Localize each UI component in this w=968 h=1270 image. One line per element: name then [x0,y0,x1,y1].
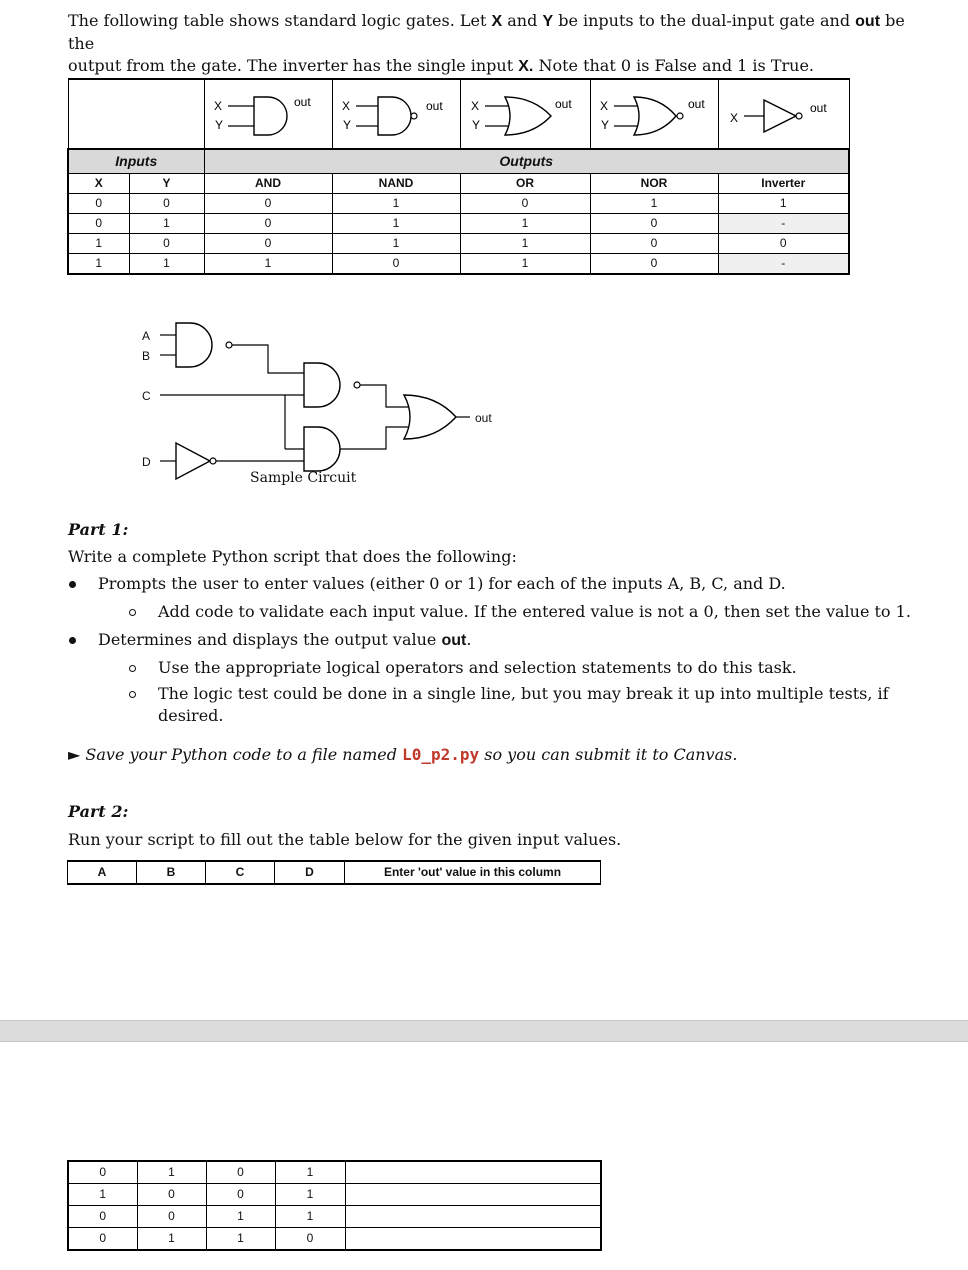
intro-line-1: The following table shows standard logic gates. Let X and Y be inputs to the dual-input gate and out be the [68,11,905,53]
column-header-row [68,174,849,194]
cell: 1 [68,1184,137,1206]
col-and: AND [204,174,332,194]
col-c: C [206,861,275,884]
part2-intro: Run your script to fill out the table below for the given input values. [68,830,622,849]
intro-line-2: output from the gate. The inverter has the single input X. Note that 0 is False and 1 is True. [68,56,814,75]
svg-text:X: X [729,111,738,125]
svg-text:Y: Y [215,118,224,132]
cell: 0 [137,1184,206,1206]
bullet-dot [69,637,76,644]
cell: 0 [590,254,718,275]
nor-gate-symbol [590,79,718,149]
cell: 0 [137,1206,206,1228]
cell: - [718,214,849,234]
table-row [68,234,849,254]
empty-symbol-cell [68,79,204,149]
svg-text:out: out [426,99,443,113]
sub-bullet-circle [129,609,136,616]
bullet-dot [69,581,76,588]
circuit-caption: Sample Circuit [250,470,357,486]
part2-title: Part 2: [68,802,129,821]
cell: 0 [129,194,204,214]
input-b-label: B [142,349,151,363]
inverter-gate-symbol [718,79,849,149]
cell: 0 [718,234,849,254]
table-row [68,194,849,214]
cell: 0 [68,1206,137,1228]
col-x: X [68,174,129,194]
col-nand: NAND [332,174,460,194]
cell: 0 [204,214,332,234]
out-entry-cell[interactable] [345,1161,601,1184]
cell: 1 [137,1161,206,1184]
part1-bullet-1-sub-1: Add code to validate each input value. If the entered value is not a 0, then set the value to 1. [158,602,911,621]
svg-text:Y: Y [343,118,352,132]
page-break [0,1020,968,1042]
part1-bullet-1: Prompts the user to enter values (either 0 or 1) for each of the inputs A, B, C, and D. [98,574,786,593]
outputs-header: Outputs [204,149,849,174]
results-header-table [67,860,601,885]
cell: 0 [206,1184,275,1206]
svg-text:out: out [555,97,572,111]
out-entry-cell[interactable] [345,1206,601,1228]
cell: 1 [137,1228,206,1251]
table-row [68,1184,601,1206]
cell: 1 [590,194,718,214]
cell: 0 [275,1228,345,1251]
cell: 1 [332,234,460,254]
cell: 1 [275,1206,345,1228]
cell: 1 [332,194,460,214]
part1-title: Part 1: [68,520,129,539]
cell: 0 [460,194,590,214]
out-entry-cell[interactable] [345,1228,601,1251]
table-row [68,1161,601,1184]
cell: 1 [460,234,590,254]
cell: 0 [204,194,332,214]
and-gate-symbol [204,79,332,149]
part1-bullet-2: Determines and displays the output value out. [98,630,472,649]
part1-intro: Write a complete Python script that does the following: [68,547,517,566]
group-header-row [68,149,849,174]
col-a: A [68,861,137,884]
svg-text:out: out [809,101,827,115]
part1-bullet-2-sub-1: Use the appropriate logical operators and selection statements to do this task. [158,658,797,677]
cell: 1 [206,1228,275,1251]
cell: 0 [68,194,129,214]
filename: L0_p2.py [402,745,480,764]
cell: 1 [204,254,332,275]
cell: 0 [590,234,718,254]
save-instruction: ► Save your Python code to a file named L0_p2.py so you can submit it to Canvas. [68,745,738,764]
or-gate-symbol [460,79,590,149]
cell: 1 [129,214,204,234]
cell: 1 [68,234,129,254]
logic-gate-table [67,78,850,275]
cell: 1 [460,214,590,234]
table-row [68,1206,601,1228]
nand-gate-symbol [332,79,460,149]
cell: 0 [68,1228,137,1251]
cell: 0 [204,234,332,254]
input-d-label: D [142,455,151,469]
svg-text:X: X [214,99,223,113]
col-out: Enter 'out' value in this column [345,861,601,884]
sub-bullet-circle [129,665,136,672]
cell: 1 [68,254,129,275]
input-a-label: A [142,329,151,343]
svg-text:X: X [342,99,351,113]
cell: 1 [718,194,849,214]
cell: 1 [460,254,590,275]
cell: 1 [332,214,460,234]
svg-text:Y: Y [601,118,610,132]
results-table [67,1160,602,1251]
col-or: OR [460,174,590,194]
part1-bullet-2-sub-2: The logic test could be done in a single line, but you may break it up into multiple tests, if desired. [158,684,889,725]
cell: 0 [129,234,204,254]
output-label: out [475,411,492,425]
sub-bullet-circle [129,691,136,698]
intro-paragraph [68,10,928,78]
col-nor: NOR [590,174,718,194]
svg-text:out: out [294,95,311,109]
input-c-label: C [142,389,151,403]
col-y: Y [129,174,204,194]
svg-text:out: out [688,97,705,111]
svg-text:Y: Y [472,118,481,132]
cell: 0 [68,214,129,234]
table-row [68,1228,601,1251]
cell: 1 [206,1206,275,1228]
arrow-icon: ► [68,745,81,764]
table-row [68,254,849,275]
svg-text:X: X [600,99,609,113]
cell: 1 [129,254,204,275]
col-inverter: Inverter [718,174,849,194]
col-d: D [275,861,345,884]
results-header-row [68,861,601,884]
svg-text:X: X [471,99,480,113]
table-row [68,214,849,234]
out-entry-cell[interactable] [345,1184,601,1206]
col-b: B [137,861,206,884]
cell: 0 [206,1161,275,1184]
cell: 0 [68,1161,137,1184]
cell: - [718,254,849,275]
gate-symbol-row [68,79,849,149]
cell: 1 [275,1184,345,1206]
cell: 1 [275,1161,345,1184]
cell: 0 [590,214,718,234]
inputs-header: Inputs [68,149,204,174]
cell: 0 [332,254,460,275]
